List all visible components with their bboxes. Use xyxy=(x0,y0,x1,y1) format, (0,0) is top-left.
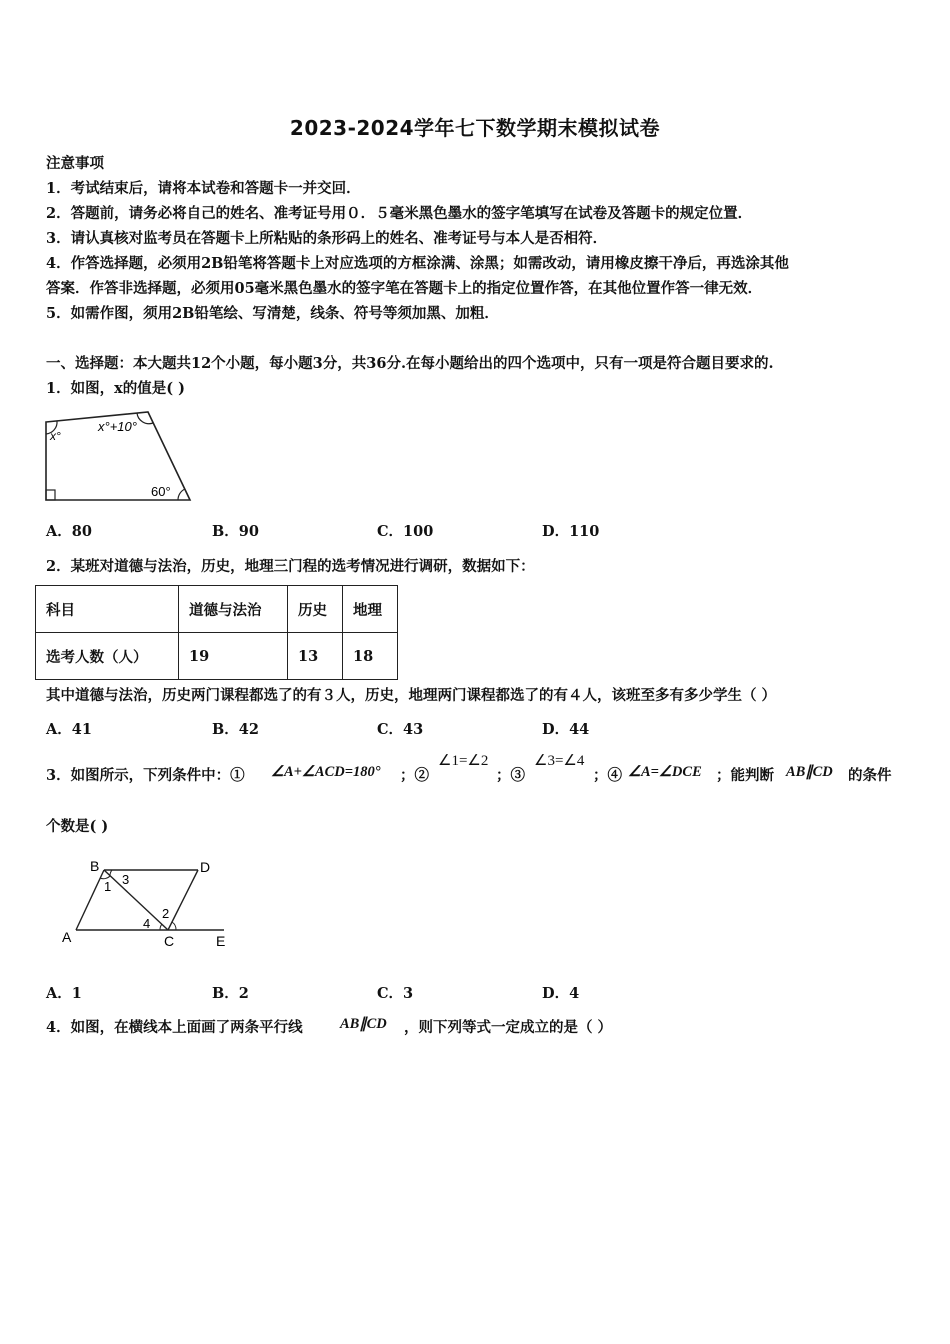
q3-condition-1: ∠A+∠ACD=180° xyxy=(271,764,381,780)
q3-label-a: A xyxy=(62,929,72,945)
q3-condition-3: ∠3=∠4 xyxy=(534,753,585,769)
q3-sep-3: ；③ xyxy=(496,767,525,784)
table-header-cell: 历史 xyxy=(288,586,343,633)
table-cell: 19 xyxy=(179,633,288,680)
q1-option-b: B．90 xyxy=(212,523,259,540)
q3-angle4-arc xyxy=(160,924,162,930)
q3-stem-d: 个数是( ) xyxy=(46,818,109,835)
q3-stem-c: 的条件 xyxy=(848,767,892,784)
q3-stem-a: 3．如图所示，下列条件中：① xyxy=(46,767,245,784)
q1-quadrilateral-figure xyxy=(40,406,200,506)
q2-option-b: B．42 xyxy=(212,721,259,738)
table-header-cell: 科目 xyxy=(36,586,179,633)
q3-label-3: 3 xyxy=(122,872,130,887)
q2-option-c: C．43 xyxy=(377,721,424,738)
q2-followup: 其中道德与法治，历史两门课程都选了的有３人，历史，地理两门课程都选了的有４人，该班至多有多少学生（ ） xyxy=(46,687,777,704)
q1-label-top: x°+10° xyxy=(98,419,137,434)
notice-item-5: 5．如需作图，须用2B铅笔绘、写清楚，线条、符号等须加黑、加粗． xyxy=(46,305,499,322)
q2-stem: 2．某班对道德与法治，历史，地理三门程的选考情况进行调研，数据如下： xyxy=(46,558,535,575)
table-row xyxy=(36,633,398,680)
q3-option-c: C．3 xyxy=(377,985,414,1002)
q1-label-bottom: 60° xyxy=(151,484,171,499)
q3-label-c: C xyxy=(164,933,175,949)
section-heading: 一、选择题：本大题共12个小题，每小题3分，共36分.在每小题给出的四个选项中，只有一项是符合题目要求的. xyxy=(46,355,774,372)
q3-label-4: 4 xyxy=(143,916,151,931)
q2-option-d: D．44 xyxy=(542,721,590,738)
q3-line-ab xyxy=(76,870,104,930)
q3-ab-parallel-cd: AB∥CD xyxy=(786,764,833,780)
notice-heading: 注意事项 xyxy=(46,155,104,172)
notice-item-1: 1．考试结束后，请将本试卷和答题卡一并交回． xyxy=(46,180,361,197)
q3-option-b: B．2 xyxy=(212,985,249,1002)
notice-item-2: 2．答题前，请务必将自己的姓名、准考证号用０．５毫米黑色墨水的签字笔填写在试卷及答题卡的规定位置． xyxy=(46,205,753,222)
notice-item-4: 4．作答选择题，必须用2B铅笔将答题卡上对应选项的方框涂满、涂黑；如需改动，请用橡皮擦干净后，再选涂其他 xyxy=(46,255,789,272)
table-cell: 选考人数（人） xyxy=(36,633,179,680)
q3-label-1: 1 xyxy=(104,879,112,894)
q3-label-b: B xyxy=(90,858,100,874)
q1-option-a: A．80 xyxy=(46,523,92,540)
q3-condition-4: ∠A=∠DCE xyxy=(628,764,702,780)
q1-stem: 1．如图，x的值是( ) xyxy=(46,380,186,397)
table-row xyxy=(36,586,398,633)
table-header-cell: 道德与法治 xyxy=(179,586,288,633)
q3-label-e: E xyxy=(216,933,226,949)
q3-option-d: D．4 xyxy=(542,985,580,1002)
notice-item-4-cont: 答案．作答非选择题，必须用05毫米黑色墨水的签字笔在答题卡上的指定位置作答，在其他位置作答一律无效． xyxy=(46,280,763,297)
q3-label-2: 2 xyxy=(162,906,170,921)
q3-sep-4: ；④ xyxy=(593,767,622,784)
q2-data-table xyxy=(35,585,398,680)
q3-angle3-arc xyxy=(110,870,112,876)
q3-angle2-arc xyxy=(172,922,176,930)
q4-stem-b: ，则下列等式一定成立的是（ ） xyxy=(404,1019,613,1036)
q2-option-a: A．41 xyxy=(46,721,92,738)
q3-option-a: A．1 xyxy=(46,985,82,1002)
table-cell: 18 xyxy=(343,633,398,680)
q1-right-angle-mark xyxy=(46,490,55,500)
table-header-cell: 地理 xyxy=(343,586,398,633)
q3-line-dc xyxy=(168,870,198,930)
q1-option-d: D．110 xyxy=(542,523,600,540)
q1-label-x: x° xyxy=(50,429,61,443)
notice-item-3: 3．请认真核对监考员在答题卡上所粘贴的条形码上的姓名、准考证号与本人是否相符． xyxy=(46,230,608,247)
q4-stem-a: 4．如图，在横线本上面画了两条平行线 xyxy=(46,1019,303,1036)
q3-line-bc xyxy=(104,870,168,930)
q3-parallelogram-figure xyxy=(58,854,238,954)
q3-condition-2: ∠1=∠2 xyxy=(438,753,489,769)
q3-sep-2: ；② xyxy=(400,767,429,784)
page-title: 2023-2024学年七下数学期末模拟试卷 xyxy=(289,116,661,140)
q1-option-c: C．100 xyxy=(377,523,434,540)
q1-angle-bottom-arc xyxy=(178,489,185,500)
q3-label-d: D xyxy=(200,859,211,875)
q3-stem-b: ；能判断 xyxy=(716,767,774,784)
q4-ab-parallel-cd: AB∥CD xyxy=(340,1016,387,1032)
table-cell: 13 xyxy=(288,633,343,680)
